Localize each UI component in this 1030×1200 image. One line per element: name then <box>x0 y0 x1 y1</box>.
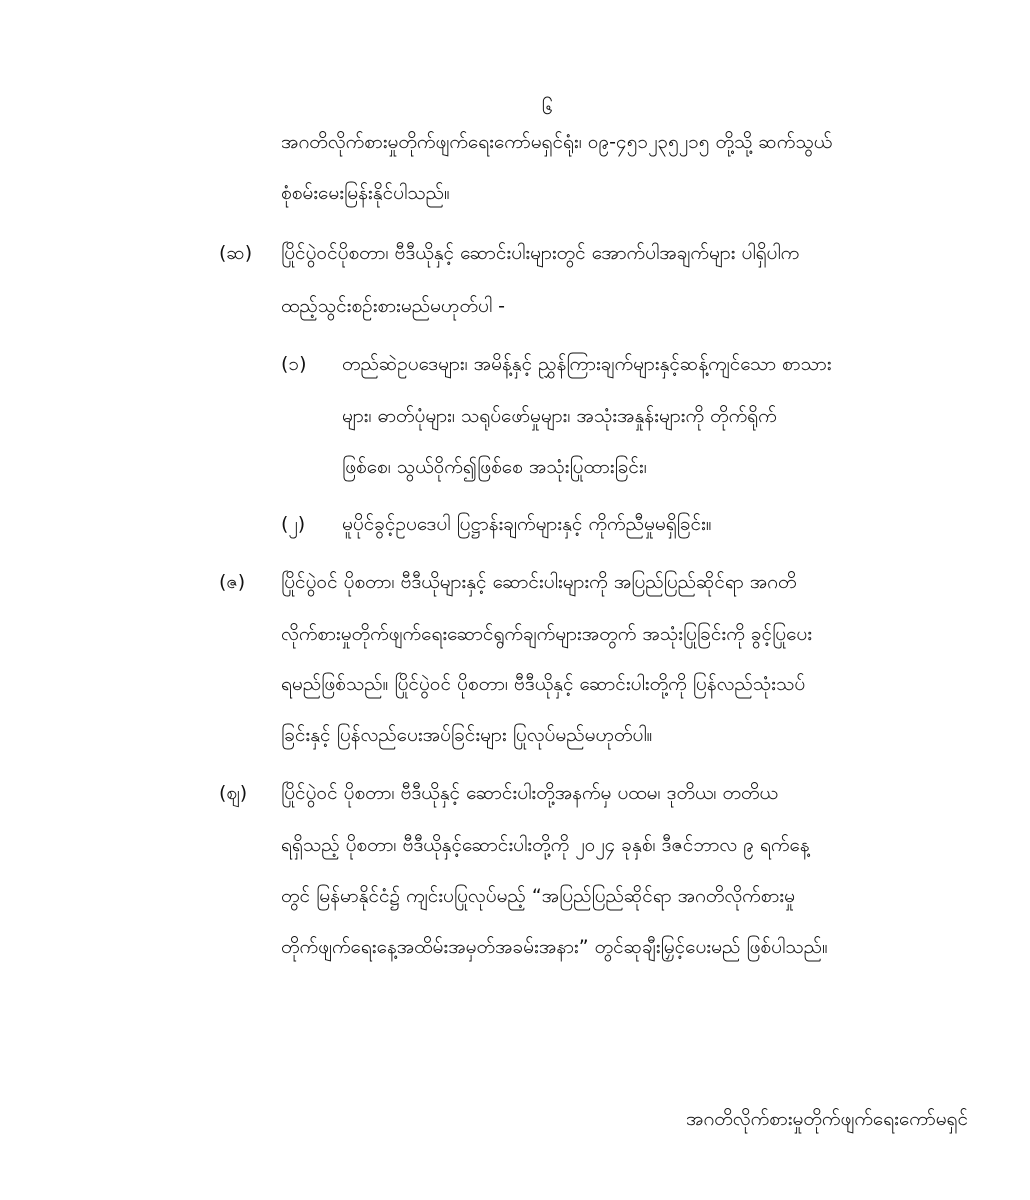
item-sa-line-2: ထည့်သွင်းစဉ်းစားမည်မဟုတ်ပါ - <box>281 295 506 317</box>
signature-block: အဂတိလိုက်စားမှုတိုက်ဖျက်ရေးကော်မရှင် <box>686 1108 968 1130</box>
item-zya-line-1: ပြိုင်ပွဲဝင် ပိုစတာ၊ ဗီဒီယိုနှင့် ဆောင်းပါးတို့အနက်မှ ပထမ၊ ဒုတိယ၊ တတိယ <box>281 782 778 804</box>
item-zya-line-3: တွင် မြန်မာနိုင်ငံ၌ ကျင်းပပြုလုပ်မည့် “အပြည်ပြည်ဆိုင်ရာ အဂတိလိုက်စားမှု <box>281 885 795 907</box>
intro-line-1: အဂတိလိုက်စားမှုတိုက်ဖျက်ရေးကော်မရှင်ရုံး၊ ၀၉-၄၅၁၂၃၅၂၁၅ တို့သို့ ဆက်သွယ် <box>281 131 833 153</box>
item-za-line-4: ခြင်းနှင့် ပြန်လည်ပေးအပ်ခြင်းများ ပြုလုပ်မည်မဟုတ်ပါ။ <box>281 724 653 746</box>
item-marker-sa: (ဆ) <box>219 242 253 264</box>
page-number: ၆ <box>541 95 554 119</box>
item-za-line-3: ရမည်ဖြစ်သည်။ ပြိုင်ပွဲဝင် ပိုစတာ၊ ဗီဒီယိုနှင့် ဆောင်းပါးတို့ကို ပြန်လည်သုံးသပ် <box>281 673 806 695</box>
item-za-line-1: ပြိုင်ပွဲဝင် ပိုစတာ၊ ဗီဒီယိုများနှင့် ဆောင်းပါးများကို အပြည်ပြည်ဆိုင်ရာ အဂတိ <box>281 571 797 593</box>
subitem-marker-2: (၂) <box>281 513 306 535</box>
item-marker-za: (ဇ) <box>219 571 246 593</box>
subitem-1-line-1: တည်ဆဲဥပဒေများ၊ အမိန့်နှင့် ညွှန်ကြားချက်များနှင့်ဆန့်ကျင်သော စာသား <box>342 353 832 375</box>
subitem-1-line-2: များ၊ ဓာတ်ပုံများ၊ သရုပ်ဖော်မှုများ၊ အသုံးအနှုန်းများကို တိုက်ရိုက် <box>342 405 777 427</box>
item-zya-line-4: တိုက်ဖျက်ရေးနေ့အထိမ်းအမှတ်အခမ်းအနား” တွင်ဆုချီးမြှင့်ပေးမည် ဖြစ်ပါသည်။ <box>281 936 828 958</box>
intro-line-2: စုံစမ်းမေးမြန်းနိုင်ပါသည်။ <box>281 182 450 204</box>
subitem-marker-1: (၁) <box>281 353 307 375</box>
item-sa-line-1: ပြိုင်ပွဲဝင်ပိုစတာ၊ ဗီဒီယိုနှင့် ဆောင်းပါးများတွင် အောက်ပါအချက်များ ပါရှိပါက <box>281 242 800 264</box>
item-za-line-2: လိုက်စားမှုတိုက်ဖျက်ရေးဆောင်ရွက်ချက်များအတွက် အသုံးပြုခြင်းကို ခွင့်ပြုပေး <box>281 623 813 645</box>
item-marker-zya: (ဈ) <box>219 782 248 804</box>
subitem-1-line-3: ဖြစ်စေ၊ သွယ်ဝိုက်၍ဖြစ်စေ အသုံးပြုထားခြင်း၊ <box>342 456 647 478</box>
item-zya-line-2: ရရှိသည့် ပိုစတာ၊ ဗီဒီယိုနှင့်ဆောင်းပါးတို့ကို ၂၀၂၄ ခုနှစ်၊ ဒီဇင်ဘာလ ၉ ရက်နေ့ <box>281 834 810 856</box>
subitem-2-line-1: မူပိုင်ခွင့်ဥပဒေပါ ပြဋ္ဌာန်းချက်များနှင့် ကိုက်ညီမှုမရှိခြင်း။ <box>342 513 712 535</box>
